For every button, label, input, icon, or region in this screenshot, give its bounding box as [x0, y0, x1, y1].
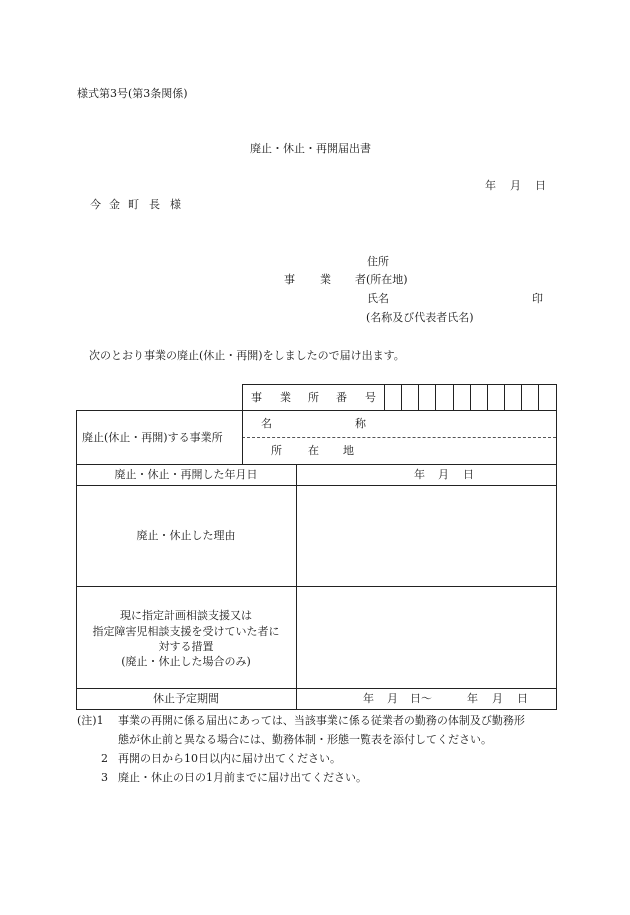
table-rule [76, 464, 556, 465]
office-number-char: 号 [365, 391, 376, 404]
number-box-rule [470, 384, 471, 410]
note-number: (注)1 [77, 714, 104, 727]
location-row-char: 在 [308, 444, 319, 457]
seal-label: 印 [532, 292, 543, 305]
office-number-char: 業 [280, 391, 291, 404]
number-box-rule [521, 384, 522, 410]
number-box-rule [435, 384, 436, 410]
number-box-rule [401, 384, 402, 410]
location-row-char: 地 [343, 444, 354, 457]
suspension-month-end: 月 [492, 692, 503, 705]
address-label: 住所 [367, 255, 389, 268]
office-number-char: 所 [308, 391, 319, 404]
table-rule [242, 384, 243, 465]
number-box-rule [487, 384, 488, 410]
note-line: 廃止・休止の日の1月前までに届け出てください。 [118, 771, 367, 784]
office-number-char: 事 [251, 391, 262, 404]
date-day: 日 [535, 179, 546, 192]
suspension-month-start: 月 [387, 692, 398, 705]
name-note: (名称及び代表者氏名) [366, 311, 474, 324]
addressee-char: 様 [170, 198, 181, 211]
number-box-rule [384, 384, 385, 410]
reason-label: 廃止・休止した理由 [136, 529, 236, 542]
table-rule [76, 485, 556, 486]
date-value-month: 月 [438, 468, 449, 481]
suspension-day-start: 日〜 [410, 692, 432, 705]
suspension-year-end: 年 [467, 692, 478, 705]
addressee-char: 金 [109, 198, 120, 211]
note-line: 事業の再開に係る届出にあっては、当該事業に係る従業者の勤務の体制及び勤務形 [118, 714, 525, 727]
table-rule [242, 384, 556, 385]
table-dashed-rule [242, 437, 556, 438]
office-number-char: 番 [336, 391, 347, 404]
name-row-char: 称 [355, 417, 366, 430]
intro-text: 次のとおり事業の廃止(休止・再開)をしましたので届け出ます。 [89, 349, 405, 362]
number-box-rule [538, 384, 539, 410]
date-month: 月 [510, 179, 521, 192]
table-rule [76, 709, 556, 710]
form-number: 様式第3号(第3条関係) [77, 87, 188, 100]
suspension-label: 休止予定期間 [153, 692, 219, 705]
suspension-year-start: 年 [363, 692, 374, 705]
table-rule [76, 688, 556, 689]
location-row-char: 所 [271, 444, 282, 457]
table-rule [556, 384, 557, 710]
date-value-day: 日 [463, 468, 474, 481]
measures-line: 対する措置 [158, 640, 214, 653]
addressee-char: 長 [149, 198, 160, 211]
measures-line: (廃止・休止した場合のみ) [121, 655, 251, 668]
note-line: 再開の日から10日以内に届け出てください。 [118, 752, 341, 765]
measures-line: 現に指定計画相談支援又は [120, 609, 252, 622]
number-box-rule [504, 384, 505, 410]
addressee-char: 今 [90, 198, 101, 211]
number-box-rule [453, 384, 454, 410]
name-label: 氏名 [367, 292, 389, 305]
measures-line: 指定障害児相談支援を受けていた者に [92, 625, 280, 638]
addressee-char: 町 [128, 198, 139, 211]
table-rule [296, 464, 297, 710]
note-number: 3 [101, 771, 108, 784]
suspension-day-end: 日 [517, 692, 528, 705]
jigyosha-char: 事 [284, 273, 295, 286]
location-label: (所在地) [366, 273, 408, 286]
jigyosha-char: 業 [320, 273, 331, 286]
table-rule [76, 410, 556, 411]
date-year: 年 [485, 179, 496, 192]
table-rule [76, 586, 556, 587]
note-line: 態が休止前と異なる場合には、勤務体制・形態一覧表を添付してください。 [118, 733, 492, 746]
number-box-rule [418, 384, 419, 410]
name-row-char: 名 [261, 417, 272, 430]
note-number: 2 [101, 752, 108, 765]
date-value-year: 年 [414, 468, 425, 481]
office-label: 廃止(休止・再開)する事業所 [82, 431, 223, 444]
date-label: 廃止・休止・再開した年月日 [114, 468, 258, 481]
jigyosha-char: 者 [355, 273, 366, 286]
document-title: 廃止・休止・再開届出書 [250, 142, 371, 155]
